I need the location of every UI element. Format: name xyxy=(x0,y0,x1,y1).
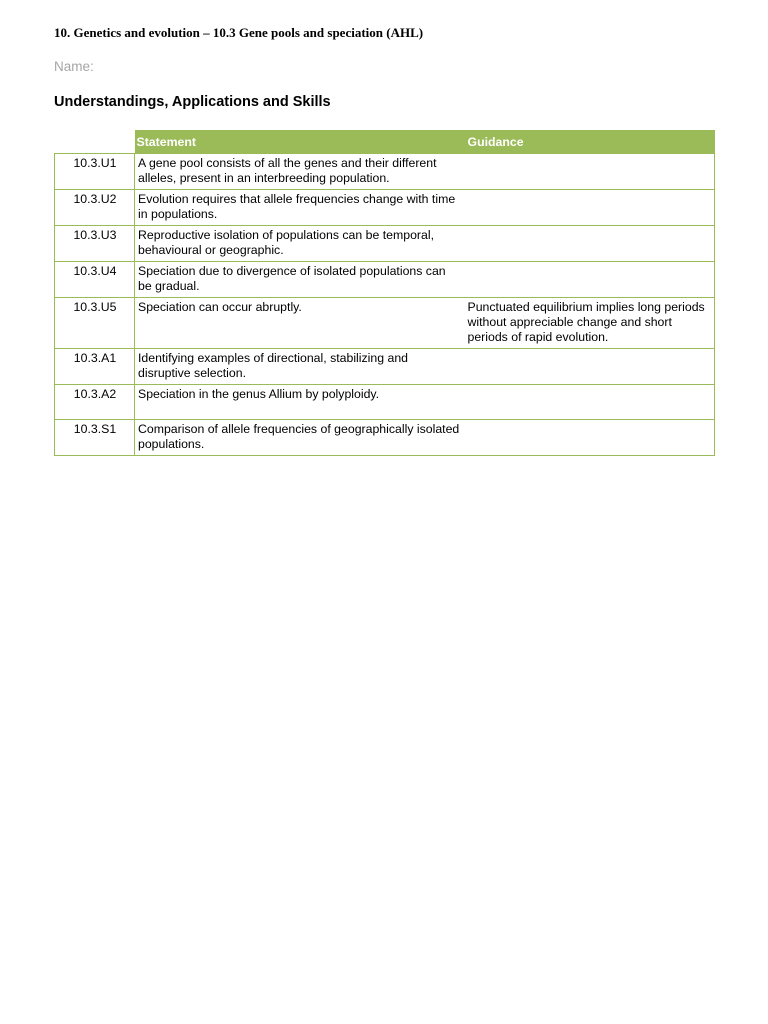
row-statement: A gene pool consists of all the genes and their different alleles, present in an interbreeding population. xyxy=(135,154,465,190)
table-row xyxy=(55,298,715,349)
document-title: 10. Genetics and evolution – 10.3 Gene pools and speciation (AHL) xyxy=(54,25,424,40)
header-blank-cell xyxy=(55,131,135,154)
table-header-row xyxy=(55,131,715,154)
outcomes-table xyxy=(54,130,715,456)
row-code: 10.3.S1 xyxy=(55,420,135,456)
header-guidance: Guidance xyxy=(465,131,715,154)
row-guidance: Punctuated equilibrium implies long periods without appreciable change and short periods of rapid evolution. xyxy=(465,298,715,349)
table-row xyxy=(55,420,715,456)
row-statement: Speciation can occur abruptly. xyxy=(135,298,465,349)
row-code: 10.3.A2 xyxy=(55,385,135,420)
table-row xyxy=(55,349,715,385)
row-statement: Reproductive isolation of populations can be temporal, behavioural or geographic. xyxy=(135,226,465,262)
table-row xyxy=(55,154,715,190)
row-statement: Comparison of allele frequencies of geographically isolated populations. xyxy=(135,420,465,456)
section-heading: Understandings, Applications and Skills xyxy=(54,94,331,110)
row-guidance xyxy=(465,349,715,385)
row-code: 10.3.U3 xyxy=(55,226,135,262)
row-statement: Identifying examples of directional, stabilizing and disruptive selection. xyxy=(135,349,465,385)
table-row xyxy=(55,226,715,262)
row-code: 10.3.U2 xyxy=(55,190,135,226)
table-row xyxy=(55,190,715,226)
table-row xyxy=(55,262,715,298)
row-guidance xyxy=(465,420,715,456)
row-guidance xyxy=(465,385,715,420)
row-statement: Evolution requires that allele frequencies change with time in populations. xyxy=(135,190,465,226)
row-code: 10.3.A1 xyxy=(55,349,135,385)
row-guidance xyxy=(465,226,715,262)
row-code: 10.3.U5 xyxy=(55,298,135,349)
row-statement: Speciation in the genus Allium by polyploidy. xyxy=(135,385,465,420)
name-label: Name: xyxy=(54,59,94,74)
row-guidance xyxy=(465,190,715,226)
row-code: 10.3.U4 xyxy=(55,262,135,298)
row-guidance xyxy=(465,262,715,298)
row-code: 10.3.U1 xyxy=(55,154,135,190)
table-row xyxy=(55,385,715,420)
row-guidance xyxy=(465,154,715,190)
row-statement: Speciation due to divergence of isolated populations can be gradual. xyxy=(135,262,465,298)
header-statement: Statement xyxy=(135,131,465,154)
